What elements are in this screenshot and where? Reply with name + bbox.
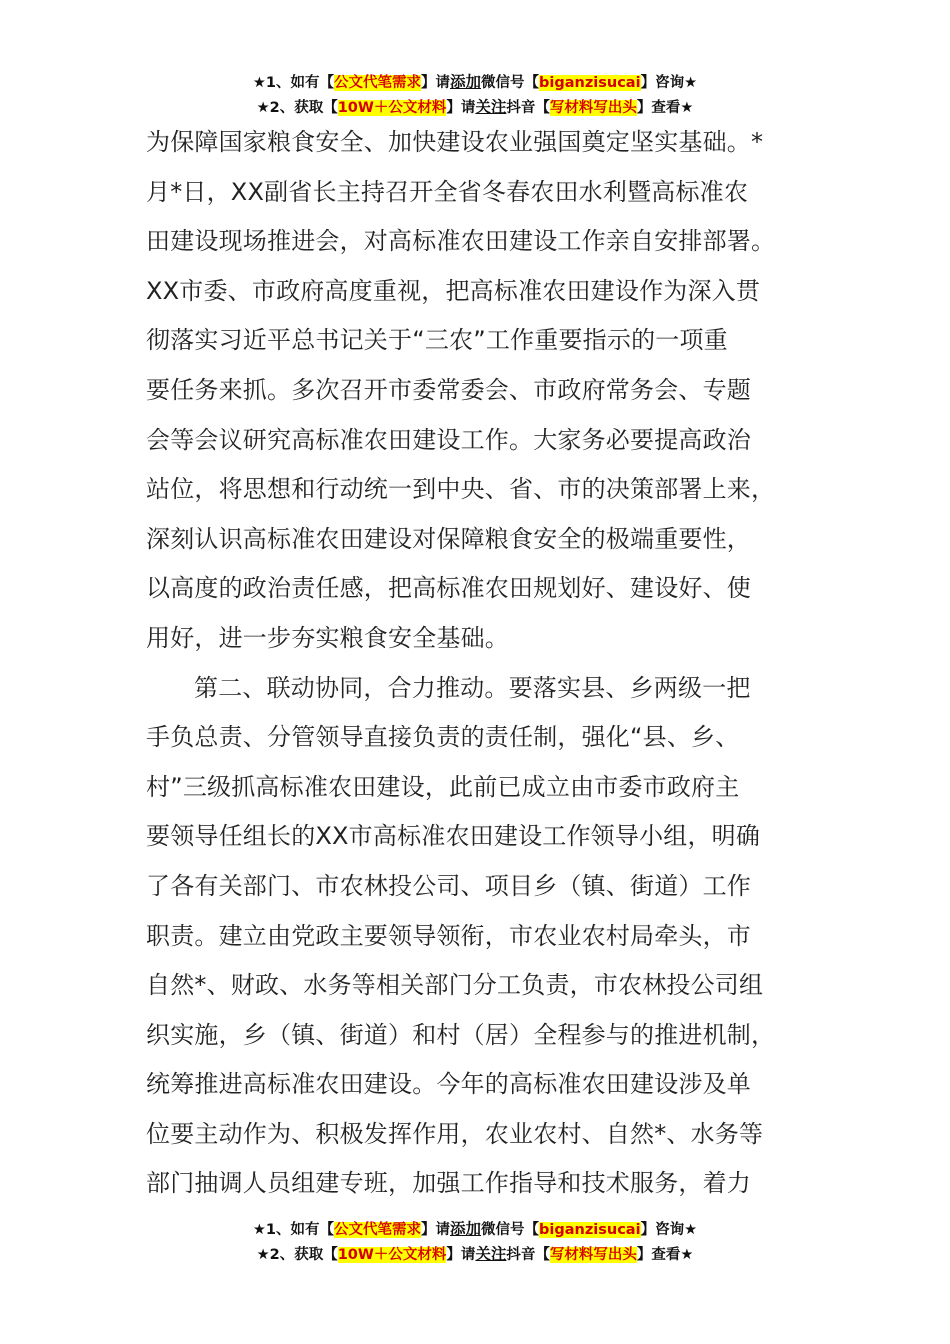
body-line: 站位，将思想和行动统一到中央、省、市的决策部署上来， — [146, 475, 776, 504]
body-line: 自然*、财政、水务等相关部门分工负责，市农林投公司组 — [146, 971, 764, 1000]
highlight-ghostwriting: 公文代笔需求 — [334, 1222, 421, 1238]
highlight-ghostwriting: 公文代笔需求 — [334, 75, 421, 91]
body-line: 要任务来抓。多次召开市委常委会、市政府常务会、专题 — [146, 375, 751, 404]
banner-text: ★1、如有【 — [252, 1222, 334, 1238]
banner-text: 】咨询★ — [640, 1222, 698, 1238]
banner-text: 】查看★ — [636, 1247, 694, 1263]
banner-text: 】请 — [446, 1247, 476, 1263]
body-line: 以高度的政治责任感，把高标准农田规划好、建设好、使 — [146, 574, 751, 603]
banner-text: ★2、获取【 — [256, 1247, 338, 1263]
banner-text: 】咨询★ — [640, 75, 698, 91]
body-line: 村”三级抓高标准农田建设，此前已成立由市委市政府主 — [146, 772, 740, 801]
body-line: 统筹推进高标准农田建设。今年的高标准农田建设涉及单 — [146, 1070, 751, 1099]
banner-text: 微信号【 — [481, 1222, 540, 1238]
banner-text: ★2、获取【 — [256, 100, 338, 116]
highlight-wechat-id: biganzisucai — [539, 75, 641, 91]
highlight-douyin: 写材料写出头 — [549, 1247, 637, 1263]
document-body — [146, 118, 806, 1209]
banner-text: 抖音【 — [506, 100, 550, 116]
highlight-douyin: 写材料写出头 — [549, 100, 637, 116]
underlined-add: 添加 — [450, 73, 482, 91]
banner-text: 】请 — [421, 75, 450, 91]
body-line: 位要主动作为、积极发挥作用，农业农村、自然*、水务等 — [146, 1119, 764, 1148]
banner-text: 】请 — [446, 100, 476, 116]
body-line: 要领导任组长的XX市高标准农田建设工作领导小组，明确 — [146, 822, 761, 851]
banner-line-1 — [0, 70, 950, 95]
underlined-follow: 关注 — [475, 1245, 507, 1263]
body-line: 月*日，XX副省长主持召开全省冬春农田水利暨高标准农 — [146, 177, 749, 206]
body-line: 彻落实习近平总书记关于“三农”工作重要指示的一项重 — [146, 326, 728, 355]
body-line: 了各有关部门、市农林投公司、项目乡（镇、街道）工作 — [146, 871, 751, 900]
banner-line-1 — [0, 1217, 950, 1242]
body-line: 会等会议研究高标准农田建设工作。大家务必要提高政治 — [146, 425, 751, 454]
body-line: 职责。建立由党政主要领导领衔，市农业农村局牵头，市 — [146, 921, 751, 950]
body-line: 为保障国家粮食安全、加快建设农业强国奠定坚实基础。* — [146, 128, 764, 156]
highlight-materials: 10W＋公文材料 — [337, 100, 447, 116]
paragraph-start-line: 第二、联动协同，合力推动。要落实县、乡两级一把 — [194, 673, 751, 702]
body-line: 深刻认识高标准农田建设对保障粮食安全的极端重要性， — [146, 524, 751, 553]
banner-text: 】请 — [421, 1222, 450, 1238]
banner-line-2 — [0, 95, 950, 120]
banner-text: 】查看★ — [636, 100, 694, 116]
footer-banner — [0, 1217, 950, 1267]
body-line: 田建设现场推进会，对高标准农田建设工作亲自安排部署。 — [146, 227, 776, 256]
banner-line-2 — [0, 1242, 950, 1267]
body-line: 用好，进一步夯实粮食安全基础。 — [146, 623, 509, 652]
underlined-follow: 关注 — [475, 98, 507, 116]
underlined-add: 添加 — [450, 1220, 482, 1238]
highlight-wechat-id: biganzisucai — [539, 1222, 641, 1238]
header-banner — [0, 70, 950, 120]
body-line: 部门抽调人员组建专班，加强工作指导和技术服务，着力 — [146, 1169, 751, 1198]
banner-text: 微信号【 — [481, 75, 540, 91]
highlight-materials: 10W＋公文材料 — [337, 1247, 447, 1263]
body-line: XX市委、市政府高度重视，把高标准农田建设作为深入贯 — [146, 276, 761, 305]
banner-text: ★1、如有【 — [252, 75, 334, 91]
banner-text: 抖音【 — [506, 1247, 550, 1263]
body-line: 手负总责、分管领导直接负责的责任制，强化“县、乡、 — [146, 723, 740, 752]
body-line: 织实施，乡（镇、街道）和村（居）全程参与的推进机制， — [146, 1020, 776, 1049]
